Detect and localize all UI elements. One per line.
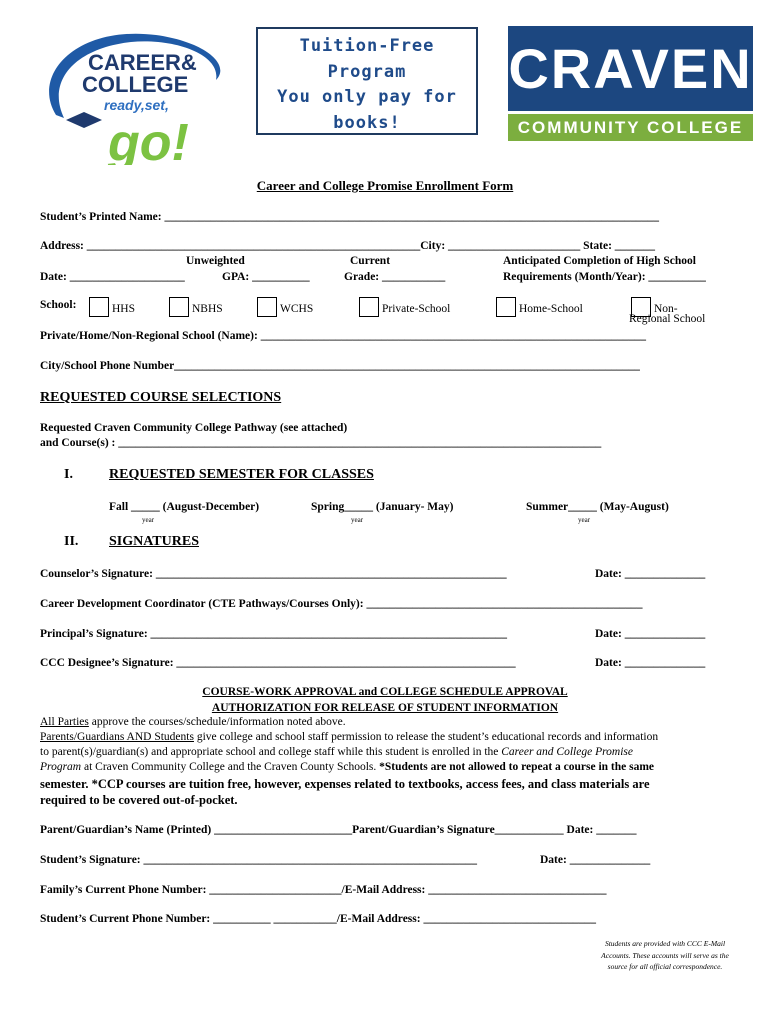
school-label: School: (40, 299, 77, 311)
section-2-title: SIGNATURES (109, 534, 199, 549)
section-2-number: II. (64, 534, 79, 549)
designee-signature-field[interactable]: CCC Designee’s Signature: ___________________________________________________________ (40, 657, 516, 669)
footnote-line-2: Accounts. These accounts will serve as the (601, 950, 729, 960)
school-option-private[interactable]: Private-School (356, 297, 450, 317)
ccp-text-1: CAREER& (88, 50, 197, 75)
footnote-line-3: source for all official correspondence. (607, 962, 723, 972)
requested-course-heading: REQUESTED COURSE SELECTIONS (40, 390, 282, 405)
regional-school-label: Regional School (629, 313, 706, 325)
school-option-wchs[interactable]: WCHS (254, 297, 313, 317)
student-phone-field[interactable]: Student’s Current Phone Number: __________ ___________/E-Mail Address: ______________________________ (40, 913, 596, 925)
family-phone-field[interactable]: Family’s Current Phone Number: _______________________/E-Mail Address: _______________________________ (40, 884, 607, 896)
cte-coordinator-field[interactable]: Career Development Coordinator (CTE Pathways/Courses Only): ________________________________________________ (40, 598, 643, 610)
grade-field[interactable]: Grade: ___________ (344, 271, 446, 283)
anticipated-field[interactable]: Requirements (Month/Year): __________ (503, 271, 706, 283)
fall-year-label: year (142, 516, 155, 524)
tuition-line-3: books! (333, 112, 401, 133)
section-1-number: I. (64, 467, 73, 482)
career-college-logo (36, 20, 236, 165)
parents-text-2: to parent(s)/guardian(s) and appropriate school and college staff while this student is enrolled in the Career and College Promise (40, 746, 633, 758)
ccp-text-2: COLLEGE (82, 72, 189, 97)
ccp-text-3: ready,set, (104, 97, 169, 113)
printed-name-field[interactable]: Student’s Printed Name: ______________________________________________________________________________________ (40, 211, 659, 223)
gpa-field[interactable]: GPA: __________ (222, 271, 310, 283)
tuition-line-2: You only pay for (277, 87, 457, 107)
approval-heading-1: COURSE-WORK APPROVAL and COLLEGE SCHEDULE APPROVAL (202, 686, 568, 698)
school-phone-field[interactable]: City/School Phone Number_________________________________________________________________________________ (40, 360, 640, 372)
private-school-field[interactable]: Private/Home/Non-Regional School (Name): ___________________________________________________________________ (40, 330, 646, 342)
graduation-cap-icon (66, 112, 102, 128)
approval-heading-2: AUTHORIZATION FOR RELEASE OF STUDENT INFORMATION (211, 702, 559, 714)
school-option-hhs[interactable]: HHS (86, 297, 135, 317)
designee-date-field[interactable]: Date: ______________ (595, 657, 706, 669)
summer-field[interactable]: Summer_____ (May-August) (526, 501, 669, 513)
date-field[interactable]: Date: ____________________ (40, 271, 185, 283)
principal-signature-field[interactable]: Principal’s Signature: ______________________________________________________________ (40, 628, 508, 640)
checkbox[interactable] (257, 297, 277, 317)
current-label: Current (350, 255, 391, 267)
program-text: Program at Craven Community College and the Craven County Schools. *Students are not allowed to repeat a course in the same (40, 761, 655, 773)
school-option-home[interactable]: Home-School (493, 297, 583, 317)
spring-year-label: year (351, 516, 364, 524)
checkbox[interactable] (89, 297, 109, 317)
courses-field[interactable]: and Course(s) : ____________________________________________________________________________________ (40, 437, 602, 449)
craven-logo (508, 26, 753, 141)
student-signature-field[interactable]: Student’s Signature: __________________________________________________________ (40, 854, 478, 866)
craven-subtitle: COMMUNITY COLLEGE (508, 114, 753, 141)
tuition-line-1: Tuition-Free Program (299, 36, 435, 82)
form-title: Career and College Promise Enrollment Form (256, 178, 514, 193)
tuition-note-2: required to be covered out-of-pocket. (40, 793, 238, 807)
all-parties-text: All Parties approve the courses/schedule/information noted above. (40, 716, 346, 728)
footnote (580, 938, 750, 973)
checkbox[interactable] (359, 297, 379, 317)
fall-field[interactable]: Fall _____ (August-December) (109, 501, 260, 513)
ccp-text-4: go! (108, 114, 189, 165)
spring-field[interactable]: Spring_____ (January- May) (311, 501, 454, 513)
parents-text: Parents/Guardians AND Students give college and school staff permission to release the student’s educational records and information (40, 731, 659, 743)
parent-name-field[interactable]: Parent/Guardian’s Name (Printed) ________________________Parent/Guardian’s Signature____________ Date: _______ (40, 824, 637, 836)
checkbox[interactable] (169, 297, 189, 317)
principal-date-field[interactable]: Date: ______________ (595, 628, 706, 640)
tuition-free-box (256, 27, 478, 135)
school-option-nonregional[interactable]: Non- (628, 297, 678, 317)
summer-year-label: year (578, 516, 591, 524)
counselor-signature-field[interactable]: Counselor’s Signature: _____________________________________________________________ (40, 568, 507, 580)
address-field[interactable]: Address: __________________________________________________________City: _______________________ State: _______ (40, 240, 656, 252)
craven-name: CRAVEN (508, 26, 753, 111)
school-option-nbhs[interactable]: NBHS (166, 297, 223, 317)
counselor-date-field[interactable]: Date: ______________ (595, 568, 706, 580)
unweighted-label: Unweighted (186, 255, 245, 267)
anticipated-label: Anticipated Completion of High School (503, 255, 696, 267)
student-date-field[interactable]: Date: ______________ (540, 854, 651, 866)
checkbox[interactable] (496, 297, 516, 317)
footnote-line-1: Students are provided with CCC E-Mail (604, 939, 726, 948)
pathway-label: Requested Craven Community College Pathway (see attached) (40, 422, 348, 434)
section-1-title: REQUESTED SEMESTER FOR CLASSES (109, 467, 374, 482)
tuition-note-1: semester. *CCP courses are tuition free, however, expenses related to textbooks, access fees, and class materials are (40, 777, 650, 791)
